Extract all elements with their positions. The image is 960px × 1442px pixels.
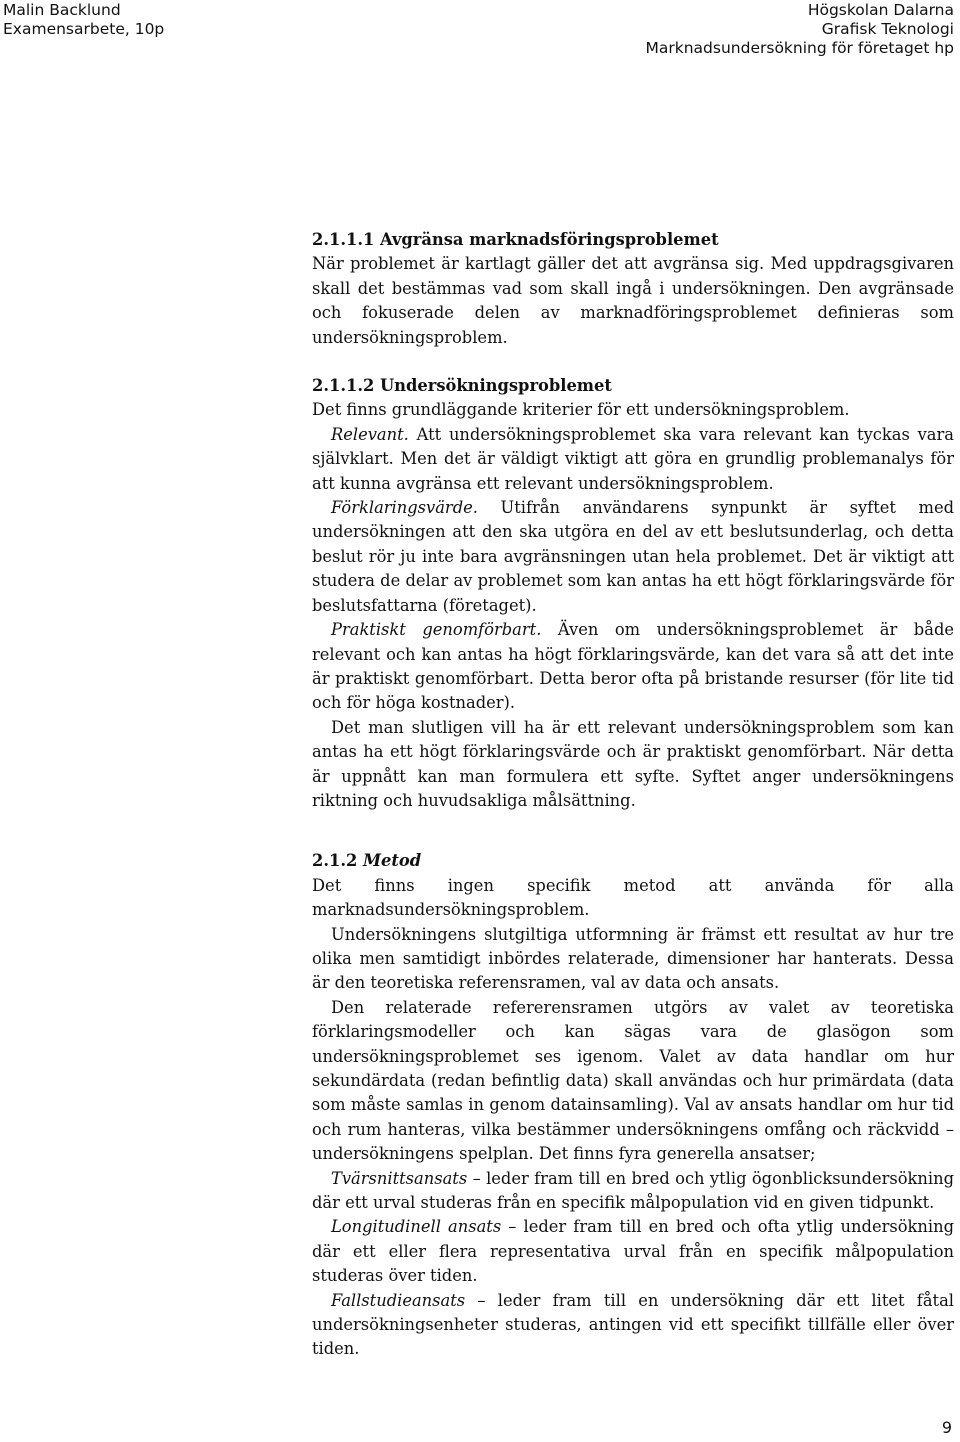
paragraph-conclusion: Det man slutligen vill ha är ett relevant undersökningsproblem som kan antas ha ett högt förklaringsvärde och är praktiskt genomförbart. När detta är uppnått kan man formulera ett syfte. Syftet anger undersökningens riktning och huvudsakliga målsättning. [312, 717, 954, 810]
paragraph: Det finns ingen specifik metod att använda för alla marknadsundersökningsproblem. [312, 875, 954, 920]
text-tvarsnittsansats: – leder fram till en bred och ytlig ögonblicksundersökning där ett urval studeras från en specifik målpopulation vid en given tidpunkt. [312, 1168, 954, 1213]
term-relevant: Relevant. [331, 424, 409, 444]
term-fallstudie: Fallstudieansats [331, 1290, 466, 1310]
term-praktiskt: Praktiskt genomförbart. [331, 620, 542, 640]
institution-name: Högskolan Dalarna [807, 1, 954, 19]
section-metod [312, 849, 954, 1362]
document-body [312, 228, 954, 1362]
heading-title: Metod [363, 851, 422, 871]
department-name: Grafisk Teknologi [821, 20, 954, 38]
heading-number: 2.1.2 [312, 851, 363, 871]
document-type: Examensarbete, 10p [3, 20, 165, 38]
text-forklaringsvarde: Utifrån användarens synpunkt är syftet med undersökningen att den ska utgöra en del av ett beslutsunderlag, och detta beslut rör ju inte bara avgränsningen utan hela problemet. Det är viktigt att studera de delar av problemet som kan antas ha ett högt förklaringsvärde för beslutsfattarna (företaget). [312, 498, 954, 615]
paragraph-forklaringsvarde [312, 496, 954, 618]
section-avgransa [312, 228, 954, 350]
paragraph: Den relaterade refererensramen utgörs av valet av teoretiska förklaringsmodeller och kan sägas vara de glasögon som undersökningsproblemet ses igenom. Valet av data handlar om hur sekundärdata (redan befintlig data) skall användas och hur primärdata (data som måste samlas in genom datainsamling). Val av ansats handlar om hur tid och rum hanteras, vilka bestämmer undersökningens omfång och räckvidd – undersökningens spelplan. Det finns fyra generella ansatser; [312, 997, 954, 1164]
document-title: Marknadsundersökning för företaget hp [645, 39, 954, 57]
page-header-left [3, 1, 164, 39]
paragraph-tvarsnittsansats [312, 1167, 954, 1216]
term-forklaringsvarde: Förklaringsvärde. [331, 498, 478, 518]
section-undersokningsproblemet [312, 374, 954, 813]
section-heading: 2.1.1.1 Avgränsa marknadsföringsproblemet [312, 230, 719, 249]
paragraph: Det finns grundläggande kriterier för ett undersökningsproblem. [312, 400, 850, 420]
text-praktiskt: Även om undersökningsproblemet är både relevant och kan antas ha högt förklaringsvärde, kan det vara så att det inte är praktiskt genomförbart. Detta beror ofta på bristande resurser (för lite tid och för höga kostnader). [312, 620, 954, 713]
paragraph-praktiskt [312, 618, 954, 716]
section-heading [312, 849, 954, 873]
text-fallstudie: – leder fram till en undersökning där ett litet fåtal undersökningsenheter studeras, antingen vid ett specifikt tillfälle eller över tiden. [312, 1290, 954, 1359]
paragraph: Undersökningens slutgiltiga utformning är främst ett resultat av hur tre olika men samtidigt inbördes relaterade, dimensioner har hanterats. Dessa är den teoretiska referensramen, val av data och ansats. [312, 924, 954, 993]
text-longitudinell: – leder fram till en bred och ofta ytlig undersökning där ett eller flera representativa urval från en specifik målpopulation studeras över tiden. [312, 1217, 954, 1286]
term-longitudinell: Longitudinell ansats [331, 1217, 502, 1237]
paragraph-relevant [312, 423, 954, 496]
paragraph: När problemet är kartlagt gäller det att avgränsa sig. Med uppdragsgivaren skall det bestämmas vad som skall ingå i undersökningen. Den avgränsade och fokuserade delen av marknadföringsproblemet definieras som undersökningsproblem. [312, 254, 954, 347]
paragraph-longitudinell [312, 1215, 954, 1288]
term-tvarsnittsansats: Tvärsnittsansats [331, 1168, 468, 1188]
text-relevant: Att undersökningsproblemet ska vara relevant kan tyckas vara självklart. Men det är väldigt viktigt att göra en grundlig problemanalys för att kunna avgränsa ett relevant undersökningsproblem. [312, 424, 954, 493]
page-header-right [646, 1, 954, 58]
section-heading: 2.1.1.2 Undersökningsproblemet [312, 376, 612, 396]
paragraph-fallstudie [312, 1289, 954, 1362]
page-number: 9 [941, 1418, 952, 1437]
author-name: Malin Backlund [3, 1, 121, 19]
